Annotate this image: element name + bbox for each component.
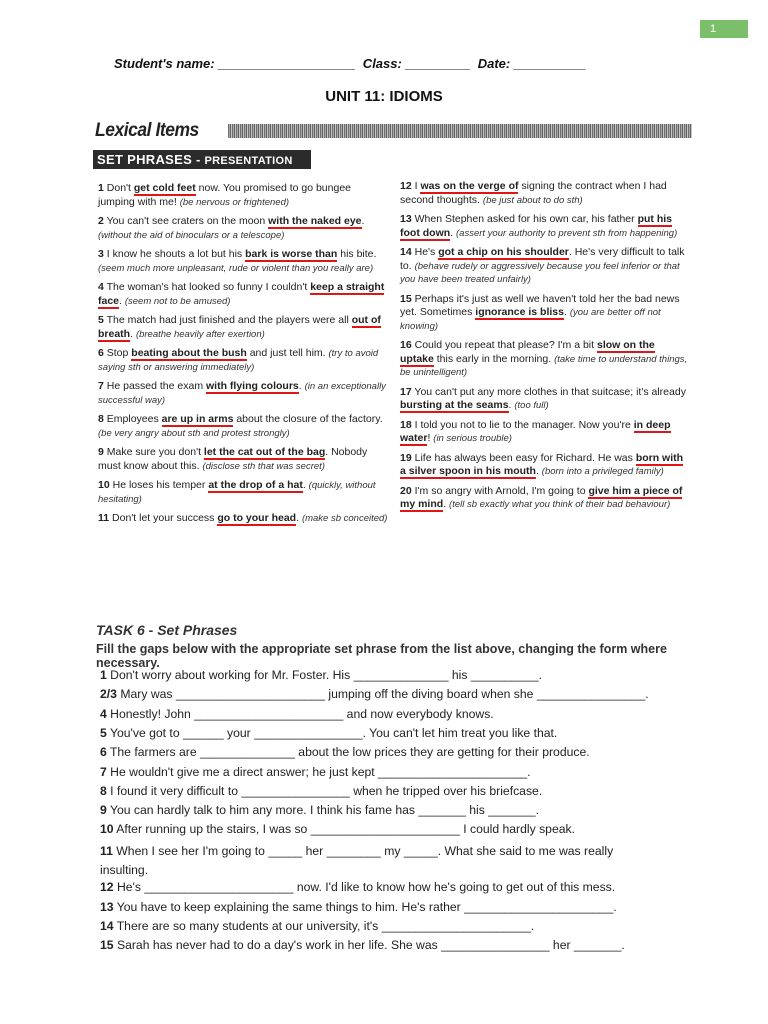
phrase-item xyxy=(98,347,388,374)
phrase-definition: (try to avoid saying sth or answering immediately) xyxy=(98,348,379,373)
exercise-text: I found it very difficult to ________________ when he tripped over his briefcase. xyxy=(110,783,543,798)
phrase-number: 13 xyxy=(400,213,412,225)
phrase-item xyxy=(400,452,690,479)
exercise-text: You have to keep explaining the same things to him. He's rather ______________________. xyxy=(116,899,617,914)
phrase-text-after: . xyxy=(361,215,365,227)
phrase-text-after: . xyxy=(508,399,515,411)
phrase-text-after: . xyxy=(450,226,456,239)
phrase-text-before: You can't put any more clothes in that suitcase; it's already xyxy=(414,385,686,398)
phrase-item xyxy=(400,386,690,413)
unit-title: UNIT 11: IDIOMS xyxy=(325,88,443,105)
phrase-number: 12 xyxy=(400,180,412,192)
phrase-item xyxy=(98,248,388,275)
page-number-badge: 1 xyxy=(700,20,748,38)
phrase-definition: (be nervous or frightened) xyxy=(179,196,290,208)
phrase-definition: (disclose sth that was secret) xyxy=(202,460,325,472)
exercise-number: 7 xyxy=(100,764,107,779)
phrase-item xyxy=(400,246,690,287)
phrase-number: 11 xyxy=(98,512,110,524)
phrase-text-before: I told you not to lie to the manager. Now you're xyxy=(414,418,634,431)
phrase-text-after: signing the contract when I had second thoughts. xyxy=(400,180,667,206)
phrase-item xyxy=(98,182,388,209)
phrase-text-before: Perhaps it's just as well we haven't told her the bad news yet. Sometimes xyxy=(400,292,680,318)
phrase-definition: (too full) xyxy=(514,400,549,411)
phrase-text-before: The woman's hat looked so funny I couldn't xyxy=(106,281,311,293)
phrase-item xyxy=(400,180,690,207)
exercise-line xyxy=(100,842,660,880)
scanned-header-rule xyxy=(228,124,692,138)
exercise-line xyxy=(100,919,690,933)
task-title: TASK 6 - Set Phrases xyxy=(96,622,238,638)
phrase-number: 9 xyxy=(98,446,104,458)
lexical-items-heading: Lexical Items xyxy=(95,120,199,141)
phrase-definition: (seem not to be amused) xyxy=(124,295,231,307)
phrase-number: 3 xyxy=(98,248,104,260)
highlighted-phrase: with the naked eye xyxy=(268,215,362,227)
phrase-text-after: ! xyxy=(427,432,434,444)
phrase-number: 2 xyxy=(98,215,104,227)
exercise-number: 13 xyxy=(100,899,114,914)
phrase-number: 4 xyxy=(98,281,104,293)
highlighted-phrase: slow on the uptake xyxy=(400,339,655,365)
exercise-number: 10 xyxy=(100,822,114,837)
exercise-number: 14 xyxy=(100,918,114,933)
exercise-text: Don't worry about working for Mr. Foster. His ______________ his __________. xyxy=(110,668,543,682)
exercise-number: 6 xyxy=(100,745,107,760)
student-info-line: Student's name: ___________________ Class: _________ Date: __________ xyxy=(114,56,587,71)
phrase-definition: (breathe heavily after exertion) xyxy=(135,328,265,340)
exercise-line xyxy=(100,745,690,759)
exercise-line xyxy=(100,880,690,894)
phrase-definition: (tell sb exactly what you think of their bad behaviour) xyxy=(449,499,671,510)
exercise-text: He's ______________________ now. I'd like to know how he's going to get out of this mess. xyxy=(116,880,616,895)
exercise-text: You can hardly talk to him any more. I think his fame has _______ his _______. xyxy=(109,803,540,818)
phrase-item xyxy=(98,479,388,506)
phrase-item xyxy=(98,380,388,407)
highlighted-phrase: at the drop of a hat xyxy=(208,479,303,491)
highlighted-phrase: got a chip on his shoulder xyxy=(438,246,569,258)
exercise-line xyxy=(100,900,690,914)
phrase-text-after: . xyxy=(296,512,302,524)
exercise-number: 1 xyxy=(100,668,107,682)
right-phrase-column xyxy=(400,180,690,518)
highlighted-phrase: beating about the bush xyxy=(131,347,247,359)
phrase-text-before: He loses his temper xyxy=(112,479,209,491)
phrase-text-after: this early in the morning. xyxy=(433,352,555,365)
exercise-number: 8 xyxy=(100,783,107,798)
phrase-definition: (make sb conceited) xyxy=(301,513,388,524)
presentation-label: PRESENTATION xyxy=(204,155,293,167)
phrase-item xyxy=(400,419,690,446)
phrase-item xyxy=(98,314,388,341)
highlighted-phrase: with flying colours xyxy=(206,380,299,392)
phrase-number: 7 xyxy=(98,380,104,392)
highlighted-phrase: keep a straight face xyxy=(98,281,385,307)
phrase-number: 5 xyxy=(98,314,104,326)
exercise-line xyxy=(100,687,690,701)
exercise-text: The farmers are ______________ about the low prices they are getting for their produce. xyxy=(109,745,590,760)
exercise-line xyxy=(100,938,690,952)
phrase-text-after: . xyxy=(119,294,125,307)
phrase-definition: (be very angry about sth and protest strongly) xyxy=(98,427,290,439)
phrase-number: 16 xyxy=(400,339,412,351)
phrase-definition: (take time to understand things, be unintelligent) xyxy=(400,353,688,378)
phrase-text-before: I know he shouts a lot but his xyxy=(106,248,246,260)
exercise-number: 11 xyxy=(100,843,113,858)
highlighted-phrase: bursting at the seams xyxy=(400,399,509,411)
phrase-number: 10 xyxy=(98,479,110,491)
phrase-definition: (in serious trouble) xyxy=(433,433,512,444)
highlighted-phrase: go to your head xyxy=(217,512,297,524)
phrase-item xyxy=(400,293,690,334)
phrase-text-before: Stop xyxy=(106,347,132,359)
highlighted-phrase: ignorance is bliss xyxy=(475,306,564,318)
phrase-number: 1 xyxy=(98,182,104,194)
phrase-text-after: . Nobody must know about this. xyxy=(98,446,368,472)
exercise-number: 4 xyxy=(100,706,107,721)
phrase-item xyxy=(98,446,388,473)
phrase-text-before: I'm so angry with Arnold, I'm going to xyxy=(414,484,589,497)
phrase-definition: (assert your authority to prevent sth from happening) xyxy=(456,227,678,239)
phrase-definition: (in an exceptionally successful way) xyxy=(98,381,386,406)
exercise-number: 2/3 xyxy=(100,687,117,702)
phrase-item xyxy=(400,485,690,512)
highlighted-phrase: put his foot down xyxy=(400,213,672,239)
phrase-item xyxy=(400,339,690,380)
exercise-line xyxy=(100,822,690,836)
phrase-text-before: I xyxy=(414,180,421,192)
phrase-item xyxy=(98,512,388,526)
set-phrases-banner xyxy=(93,150,311,169)
phrase-text-before: Make sure you don't xyxy=(106,446,204,458)
phrase-definition: (behave rudely or aggressively because you feel inferior or that you have been treated unfairly) xyxy=(400,260,680,285)
highlighted-phrase: in deep water xyxy=(400,418,671,444)
phrase-number: 19 xyxy=(400,451,412,464)
phrase-text-after: . xyxy=(535,465,542,477)
highlighted-phrase: get cold feet xyxy=(133,182,196,194)
exercise-line xyxy=(100,668,690,682)
exercise-text: You've got to ______ your ________________. You can't let him treat you like that. xyxy=(109,725,558,740)
phrase-text-after: . xyxy=(443,498,450,510)
phrase-text-before: When Stephen asked for his own car, his father xyxy=(414,213,638,225)
phrase-text-before: The match had just finished and the players were all xyxy=(106,314,352,326)
phrase-definition: (born into a privileged family) xyxy=(541,466,664,477)
phrase-text-after: . xyxy=(563,306,570,318)
phrase-text-before: Don't let your success xyxy=(112,512,218,524)
exercise-number: 15 xyxy=(100,938,114,953)
exercise-text: When I see her I'm going to _____ her ________ my _____. What she said to me was really insulting. xyxy=(100,843,614,877)
phrase-text-after: . xyxy=(298,380,305,392)
highlighted-phrase: bark is worse than xyxy=(245,248,338,260)
phrase-text-after: . xyxy=(130,327,136,340)
phrase-text-before: He passed the exam xyxy=(106,380,206,392)
exercise-text: Honestly! John ______________________ and now everybody knows. xyxy=(110,706,494,721)
phrase-text-before: Life has always been easy for Richard. He was xyxy=(414,451,636,464)
set-phrases-label: SET PHRASES - xyxy=(97,152,205,167)
phrase-number: 17 xyxy=(400,385,412,398)
exercise-text: He wouldn't give me a direct answer; he just kept ______________________. xyxy=(110,764,531,779)
phrase-text-after: his bite. xyxy=(337,248,377,260)
exercise-line xyxy=(100,765,690,779)
phrase-definition: (be just about to do sth) xyxy=(482,194,583,206)
phrase-item xyxy=(400,213,690,240)
phrase-text-after: and just tell him. xyxy=(246,347,329,359)
exercise-line xyxy=(100,726,690,740)
phrase-text-before: Don't xyxy=(106,182,134,194)
highlighted-phrase: are up in arms xyxy=(161,413,234,425)
phrase-text-before: Could you repeat that please? I'm a bit xyxy=(414,339,597,351)
highlighted-phrase: born with a silver spoon in his mouth xyxy=(400,451,684,477)
exercise-line xyxy=(100,803,690,817)
phrase-text-before: He's xyxy=(414,246,439,258)
highlighted-phrase: let the cat out of the bag xyxy=(203,446,326,458)
exercise-line xyxy=(100,784,690,798)
exercise-text: Mary was ______________________ jumping off the diving board when she ________________. xyxy=(120,687,649,702)
phrase-number: 18 xyxy=(400,418,412,431)
exercise-text: After running up the stairs, I was so ______________________ I could hardly speak. xyxy=(116,822,575,837)
phrase-number: 6 xyxy=(98,347,104,359)
phrase-number: 14 xyxy=(400,246,412,258)
phrase-text-after: now. You promised to go bungee jumping with me! xyxy=(98,182,352,208)
exercise-number: 12 xyxy=(100,880,114,895)
phrase-text-before: You can't see craters on the moon xyxy=(106,215,269,227)
phrase-item xyxy=(98,281,388,308)
highlighted-phrase: out of breath xyxy=(98,314,381,340)
phrase-definition: (you are better off not knowing) xyxy=(400,307,661,332)
phrase-number: 15 xyxy=(400,292,412,305)
highlighted-phrase: give him a piece of my mind xyxy=(400,484,683,510)
exercise-line xyxy=(100,707,690,721)
phrase-text-after: . He's very difficult to talk to. xyxy=(400,246,685,272)
exercise-number: 9 xyxy=(100,803,107,818)
phrase-item xyxy=(98,215,388,242)
phrase-item xyxy=(98,413,388,440)
phrase-number: 8 xyxy=(98,413,104,425)
phrase-definition: (seem much more unpleasant, rude or violent than you really are) xyxy=(98,262,374,274)
exercise-text: Sarah has never had to do a day's work in her life. She was ________________ her _______. xyxy=(116,938,625,953)
highlighted-phrase: was on the verge of xyxy=(420,180,519,192)
phrase-text-before: Employees xyxy=(106,413,162,425)
task-instruction: Fill the gaps below with the appropriate set phrase from the list above, changing the form where necessary. xyxy=(96,642,667,670)
phrase-definition: (quickly, without hesitating) xyxy=(98,480,376,505)
phrase-text-after: . xyxy=(302,479,309,491)
phrase-text-after: about the closure of the factory. xyxy=(233,413,383,425)
phrase-definition: (without the aid of binoculars or a telescope) xyxy=(98,229,285,241)
exercise-text: There are so many students at our university, it's ______________________. xyxy=(116,918,535,933)
exercise-number: 5 xyxy=(100,725,107,740)
phrase-number: 20 xyxy=(400,484,412,497)
left-phrase-column xyxy=(98,182,388,532)
